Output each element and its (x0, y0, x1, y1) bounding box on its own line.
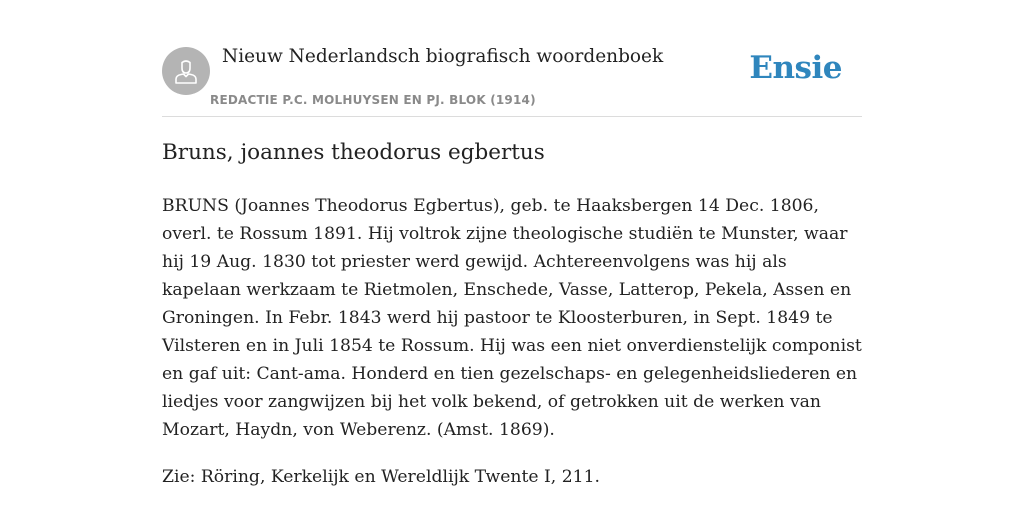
avatar[interactable] (162, 47, 210, 95)
entry-body: BRUNS (Joannes Theodorus Egbertus), geb. te Haaksbergen 14 Dec. 1806, overl. te Rossum 1891. Hij voltrok zijne theologische studiën te Munster, waar hij 19 Aug. 1830 tot priester werd gewijd. Achtereenvolgens was hij als kapelaan werkzaam te Rietmolen, Enschede, Vasse, Latterop, Pekela, Assen en Groningen. In Febr. 1843 werd hij pastoor te Kloosterburen, in Sept. 1849 te Vilsteren en in Juli 1854 te Rossum. Hij was een niet onverdienstelijk componist en gaf uit: Cant-ama. Honderd en tien gezelschaps- en gelegenheidsliederen en liedjes voor zangwijzen bij het volk bekend, of getrokken uit de werken van Mozart, Haydn, von Weberenz. (Amst. 1869). (162, 196, 862, 440)
entry-reference: Zie: Röring, Kerkelijk en Wereldlijk Twente I, 211. (162, 467, 600, 487)
ensie-logo[interactable]: Ensie (749, 50, 842, 86)
header (162, 46, 862, 117)
entry-title: Bruns, joannes theodorus egbertus (162, 140, 545, 165)
book-title[interactable]: Nieuw Nederlandsch biografisch woordenboek (222, 46, 664, 67)
user-icon (171, 56, 201, 86)
editors-byline: REDACTIE P.C. MOLHUYSEN EN PJ. BLOK (1914) (210, 93, 536, 107)
